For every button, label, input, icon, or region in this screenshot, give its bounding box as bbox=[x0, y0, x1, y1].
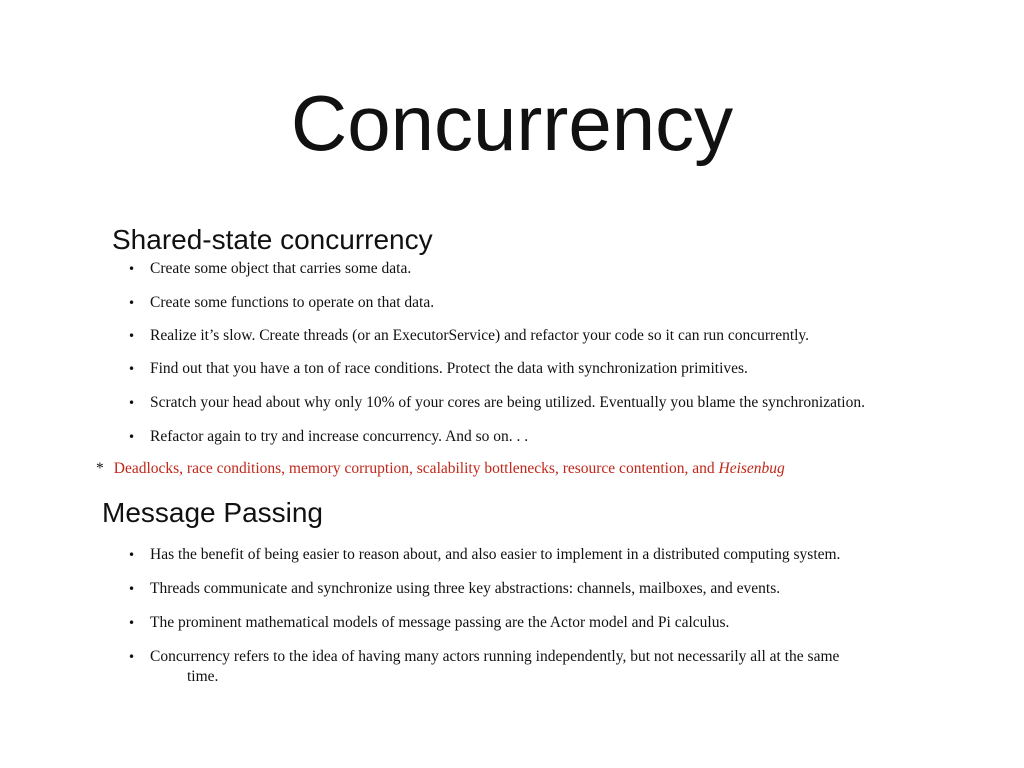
list-item bbox=[128, 359, 918, 379]
list-item bbox=[128, 293, 918, 313]
list-item bbox=[128, 259, 918, 279]
list-item bbox=[128, 545, 918, 565]
section-heading-message-passing: Message Passing bbox=[102, 497, 324, 528]
section-heading-shared-state: Shared-state concurrency bbox=[112, 224, 433, 255]
list-item-text: Has the benefit of being easier to reason about, and also easier to implement in a distributed computing system. bbox=[150, 546, 841, 563]
footnote bbox=[96, 459, 785, 479]
list-item-text: Realize it’s slow. Create threads (or an ExecutorService) and refactor your code so it can run concurrently. bbox=[150, 327, 810, 344]
list-item bbox=[128, 393, 918, 413]
bullet-icon: • bbox=[128, 329, 136, 343]
list-item bbox=[128, 613, 918, 633]
list-item bbox=[128, 427, 918, 447]
list-item-text: Scratch your head about why only 10% of your cores are being utilized. Eventually you blame the synchronization. bbox=[150, 394, 865, 411]
bullet-icon: • bbox=[128, 582, 136, 596]
bullet-icon: • bbox=[128, 296, 136, 310]
list-item bbox=[128, 326, 918, 346]
footnote-emphasis: Heisenbug bbox=[718, 460, 785, 477]
list-item-text: Refactor again to try and increase concurrency. And so on. . . bbox=[150, 428, 529, 445]
list-item-text: Find out that you have a ton of race conditions. Protect the data with synchronization primitives. bbox=[150, 360, 748, 377]
bullet-icon: • bbox=[128, 430, 136, 444]
list-item-text-continuation: time. bbox=[187, 668, 219, 685]
bullet-icon: • bbox=[128, 262, 136, 276]
footnote-text: Deadlocks, race conditions, memory corruption, scalability bottlenecks, resource contention, and bbox=[113, 460, 715, 477]
list-item-text: Create some functions to operate on that data. bbox=[150, 294, 435, 311]
slide-title: Concurrency bbox=[290, 79, 734, 167]
bullet-icon: • bbox=[128, 362, 136, 376]
list-item-text: Threads communicate and synchronize using three key abstractions: channels, mailboxes, and events. bbox=[150, 580, 781, 597]
list-item-text: Create some object that carries some data. bbox=[150, 260, 412, 277]
bullet-icon: • bbox=[128, 396, 136, 410]
list-item-text: Concurrency refers to the idea of having many actors running independently, but not necessarily all at the same bbox=[150, 648, 840, 665]
bullet-icon: • bbox=[128, 616, 136, 630]
list-item bbox=[128, 647, 918, 687]
list-item bbox=[128, 579, 918, 599]
bullet-icon: • bbox=[128, 650, 136, 664]
footnote-marker: * bbox=[96, 460, 104, 477]
bullet-icon: • bbox=[128, 548, 136, 562]
list-item-text: The prominent mathematical models of message passing are the Actor model and Pi calculus. bbox=[150, 614, 730, 631]
